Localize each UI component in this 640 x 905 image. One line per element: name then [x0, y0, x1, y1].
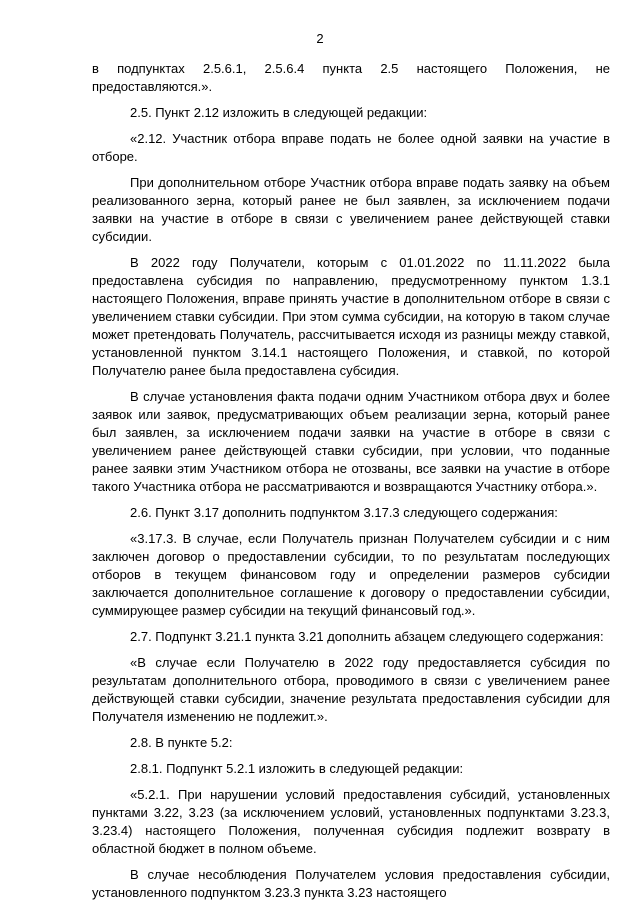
paragraph-2-5: 2.5. Пункт 2.12 изложить в следующей редакции:: [130, 105, 428, 120]
paragraph-non-compliance: В случае несоблюдения Получателем условия предоставления субсидии, установленного подпунктом 3.23.3 пункта 3.23 настоящего: [92, 867, 610, 900]
paragraph-multiple-applications: В случае установления факта подачи одним Участником отбора двух и более заявок или заявок, предусматривающих объем реализации зерна, который ранее был заявлен, за исключением подачи заявки на участие в отборе в связи с увеличением ранее действующей ставки субсидии, при условии, что поданные ранее заявки этим Участником отбора не отозваны, все заявки на участие в отборе такого Участника отбора не рассматриваются и возвращаются Участнику отбора.».: [92, 389, 610, 494]
paragraph-2-6: 2.6. Пункт 3.17 дополнить подпунктом 3.17.3 следующего содержания:: [130, 505, 558, 520]
paragraph-2-8-1: 2.8.1. Подпункт 5.2.1 изложить в следующей редакции:: [130, 761, 464, 776]
paragraph-result-value: «В случае если Получателю в 2022 году предоставляется субсидия по результатам дополнительного отбора, проводимого в связи с увеличением ранее действующей ставки субсидии, значение результата предоставления субсидии для Получателя изменению не подлежит.».: [92, 655, 610, 724]
paragraph-2-7: 2.7. Подпункт 3.21.1 пункта 3.21 дополнить абзацем следующего содержания:: [130, 629, 604, 644]
document-body: [92, 60, 610, 902]
paragraph-additional-selection: При дополнительном отборе Участник отбора вправе подать заявку на объем реализованного зерна, который ранее не был заявлен, за исключением подачи заявки на участие в отборе в связи с увеличением ранее действующей ставки субсидии.: [92, 175, 610, 244]
paragraph-2-8: 2.8. В пункте 5.2:: [130, 735, 233, 750]
paragraph-2022-recipients: В 2022 году Получатели, которым с 01.01.2022 по 11.11.2022 была предоставлена субсидия по направлению, предусмотренному пунктом 1.3.1 настоящего Положения, вправе принять участие в дополнительном отборе в связи с увеличением ставки субсидии. При этом сумма субсидии, на которую в таком случае может претендовать Получатель, рассчитывается исходя из разницы между ставкой, установленной пунктом 3.14.1 настоящего Положения, и ставкой, по которой Получателю ранее была предоставлена субсидия.: [92, 255, 610, 378]
paragraph-5-2-1: «5.2.1. При нарушении условий предоставления субсидий, установленных пунктами 3.22, 3.23 (за исключением условий, установленных подпунктами 3.23.3, 3.23.4) настоящего Положения, полученная субсидия подлежит возврату в областной бюджет в полном объеме.: [92, 787, 610, 856]
paragraph-2-12: «2.12. Участник отбора вправе подать не более одной заявки на участие в отборе.: [92, 131, 610, 164]
paragraph-3-17-3: «3.17.3. В случае, если Получатель признан Получателем субсидии и с ним заключен договор о предоставлении субсидии, то по результатам последующих отборов в текущем финансовом году и определении размеров субсидии заключается дополнительное соглашение к договору о предоставлении субсидии, суммирующее размер субсидии на текущий финансовый год.».: [92, 531, 610, 618]
paragraph-continuation: в подпунктах 2.5.6.1, 2.5.6.4 пункта 2.5 настоящего Положения, не предоставляются.».: [92, 61, 610, 94]
page-number: 2: [316, 31, 324, 46]
